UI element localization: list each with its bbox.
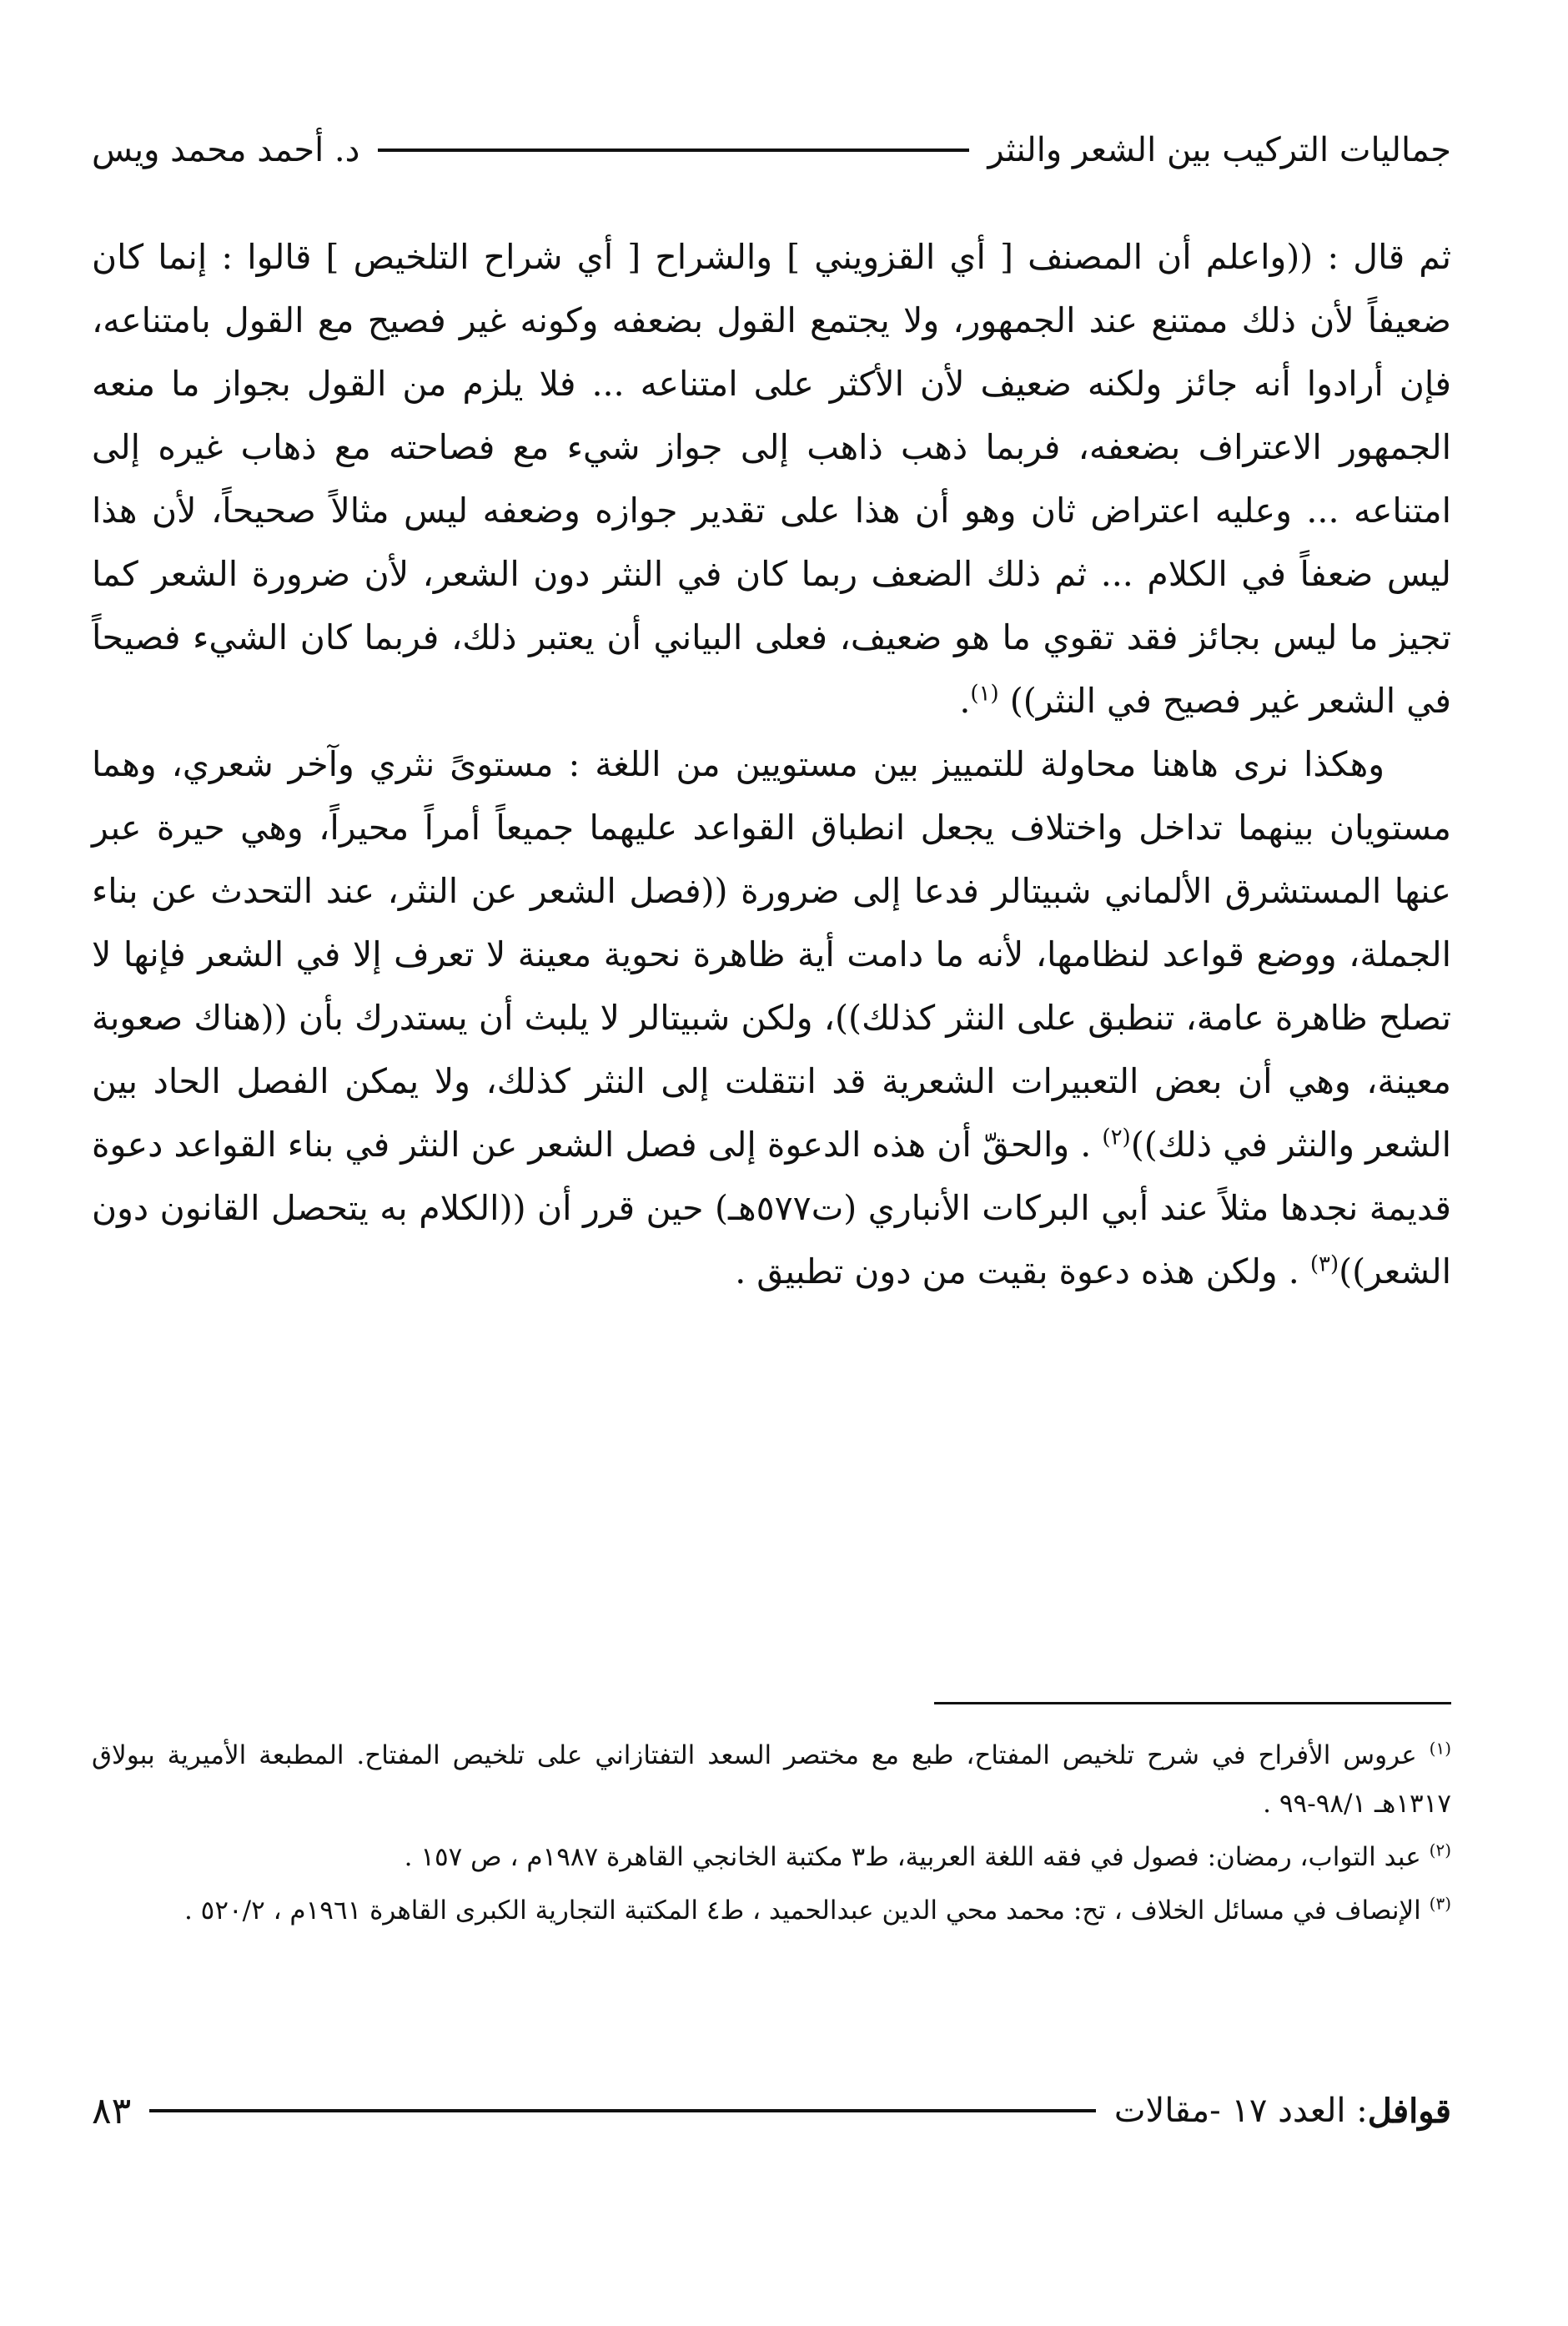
footnotes — [92, 1731, 1451, 1940]
footnote-ref-2: (٢) — [1102, 1125, 1131, 1150]
paragraph-1-text: ثم قال : ((واعلم أن المصنف [ أي القزويني ] والشراح [ أي شراح التلخيص ] قالوا : إنما كان ضعيفاً لأن ذلك ممتنع عند الجمهور، ولا يجتمع القول بضعفه وكونه غير فصيح مع القول بامتناعه، فإن أرادوا أنه جائز ولكنه ضعيف لأن الأكثر على امتناعه ... فلا يلزم من القول بجواز ما منعه الجمهور الاعتراف بضعفه، فربما ذهب ذاهب إلى جواز شيء مع فصاحته مع ذهاب غيره إلى امتناعه ... وعليه اعتراض ثان وهو أن هذا على تقدير جوازه وضعفه ليس مثالاً صحيحاً، لأن هذا ليس ضعفاً في الكلام ... ثم ذلك الضعف ربما كان في النثر دون الشعر، لأن ضرورة الشعر كما تجيز ما ليس بجائز فقد تقوي ما هو ضعيف، فعلى البياني أن يعتبر ذلك، فربما كان الشيء فصيحاً في الشعر غير فصيح في النثر)) — [92, 237, 1451, 721]
paragraph-1 — [92, 225, 1451, 733]
footnote-3-text: الإنصاف في مسائل الخلاف ، تح: محمد محي الدين عبدالحميد ، ط٤ المكتبة التجارية الكبرى القاهرة ١٩٦١م ، ٥٢٠/٢ . — [183, 1896, 1421, 1926]
footer-journal: قوافل — [1367, 2091, 1451, 2131]
footnote-separator — [934, 1702, 1451, 1704]
footnote-2-mark: (٢) — [1429, 1840, 1451, 1860]
footnote-3 — [92, 1886, 1451, 1935]
paragraph-1-end: . — [959, 681, 971, 721]
paragraph-2-text-c: . ولكن هذه دعوة بقيت من دون تطبيق . — [735, 1251, 1299, 1291]
footer-issue: : العدد ١٧ -مقالات — [1113, 2092, 1368, 2130]
footnote-ref-3: (٣) — [1309, 1251, 1339, 1277]
footnote-2-text: عبد التواب، رمضان: فصول في فقه اللغة العربية، ط٣ مكتبة الخانجي القاهرة ١٩٨٧م ، ص ١٥٧ . — [404, 1842, 1421, 1872]
header-author: د. أحمد محمد ويس — [92, 131, 360, 169]
footnote-1-mark: (١) — [1429, 1738, 1451, 1759]
paragraph-2-text-a: وهكذا نرى هاهنا محاولة للتمييز بين مستويين من اللغة : مستوىً نثري وآخر شعري، وهما مستويان بينهما تداخل واختلاف يجعل انطباق القواعد عليهما جميعاً أمراً محيراً، وهي حيرة عبر عنها المستشرق الألماني شبيتالر فدعا إلى ضرورة ((فصل الشعر عن النثر، عند التحدث عن بناء الجملة، ووضع قواعد لنظامها، لأنه ما دامت أية ظاهرة نحوية معينة لا تعرف إلا في الشعر فإنها لا تصلح ظاهرة عامة، تنطبق على النثر كذلك))، ولكن شبيتالر لا يلبث أن يستدرك بأن ((هناك صعوبة معينة، وهي أن بعض التعبيرات الشعرية قد انتقلت إلى النثر كذلك، ولا يمكن الفصل الحاد بين الشعر والنثر في ذلك)) — [92, 744, 1451, 1165]
header-title: جماليات التركيب بين الشعر والنثر — [988, 131, 1451, 169]
running-header — [92, 125, 1451, 175]
page-number: ٨٣ — [92, 2089, 132, 2132]
footnote-1-text: عروس الأفراح في شرح تلخيص المفتاح، طبع مع مختصر السعد التفتازاني على تلخيص المفتاح. المطبعة الأميرية ببولاق ١٣١٧هـ ٩٨/١-٩٩ . — [92, 1740, 1451, 1819]
footnote-2 — [92, 1833, 1451, 1881]
footnote-1 — [92, 1731, 1451, 1828]
footer-rule — [149, 2109, 1096, 2112]
paragraph-2-text-b: . والحقّ أن هذه الدعوة إلى فصل الشعر عن النثر في بناء القواعد دعوة قديمة نجدها مثلاً عند أبي البركات الأنباري (ت٥٧٧هـ) حين قرر أن ((الكلام به يتحصل القانون دون الشعر)) — [92, 1125, 1452, 1291]
body-text — [92, 225, 1451, 1303]
header-rule — [378, 149, 969, 152]
running-footer — [92, 2086, 1451, 2136]
paragraph-2 — [92, 733, 1451, 1303]
footnote-ref-1: (١) — [970, 681, 999, 707]
footnote-3-mark: (٣) — [1429, 1893, 1451, 1914]
